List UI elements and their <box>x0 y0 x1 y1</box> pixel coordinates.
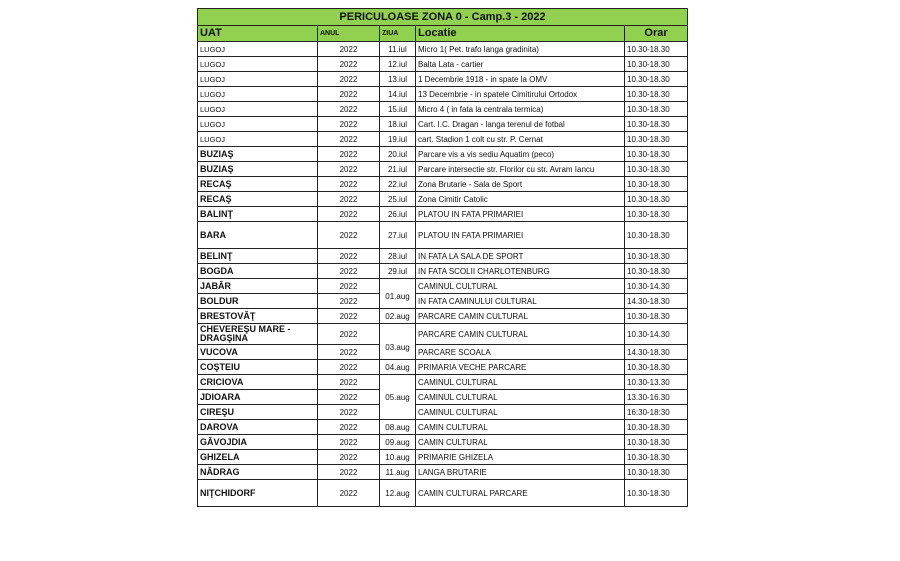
uat-cell: GĂVOJDIA <box>198 435 318 450</box>
table-row <box>198 102 688 117</box>
location-cell: Micro 1( Pet. trafo langa gradinita) <box>416 42 625 57</box>
table-row <box>198 177 688 192</box>
year-cell: 2022 <box>318 375 380 390</box>
schedule-cell: 10.30-14.30 <box>625 279 688 294</box>
schedule-cell: 10.30-18.30 <box>625 42 688 57</box>
day-cell: 04.aug <box>380 360 416 375</box>
location-cell: CAMINUL CULTURAL <box>416 405 625 420</box>
header-anul: ANUL <box>318 26 380 42</box>
day-cell: 12.iul <box>380 57 416 72</box>
table-row <box>198 435 688 450</box>
year-cell: 2022 <box>318 450 380 465</box>
table-row <box>198 345 688 360</box>
day-cell: 15.iul <box>380 102 416 117</box>
uat-cell: JABĂR <box>198 279 318 294</box>
day-cell: 27.iul <box>380 222 416 249</box>
schedule-cell: 10.30-18.30 <box>625 117 688 132</box>
schedule-cell: 10.30-18.30 <box>625 465 688 480</box>
year-cell: 2022 <box>318 324 380 345</box>
year-cell: 2022 <box>318 147 380 162</box>
day-cell: 29.iul <box>380 264 416 279</box>
schedule-cell: 10.30-18.30 <box>625 450 688 465</box>
uat-cell: BOLDUR <box>198 294 318 309</box>
year-cell: 2022 <box>318 465 380 480</box>
location-cell: IN FATA CAMINULUI CULTURAL <box>416 294 625 309</box>
day-cell <box>380 405 416 420</box>
schedule-cell: 10.30-18.30 <box>625 177 688 192</box>
day-cell: 26.iul <box>380 207 416 222</box>
day-cell <box>380 375 416 390</box>
uat-cell: LUGOJ <box>198 102 318 117</box>
uat-cell: BALINŢ <box>198 207 318 222</box>
location-cell: Micro 4 ( in fata la centrala termica) <box>416 102 625 117</box>
uat-cell: LUGOJ <box>198 132 318 147</box>
location-cell: 13 Decembrie - in spatele Cimitirului Ortodox <box>416 87 625 102</box>
day-cell: 19.iul <box>380 132 416 147</box>
location-cell: PARCARE CAMIN CULTURAL <box>416 324 625 345</box>
uat-cell: COŞTEIU <box>198 360 318 375</box>
location-cell: cart. Stadion 1 colt cu str. P. Cernat <box>416 132 625 147</box>
table-row <box>198 42 688 57</box>
uat-cell: BUZIAŞ <box>198 162 318 177</box>
schedule-cell: 10.30-18.30 <box>625 360 688 375</box>
schedule-table <box>197 8 688 507</box>
year-cell: 2022 <box>318 480 380 507</box>
uat-cell: CHEVEREŞU MARE - DRAGŞINA <box>198 324 318 345</box>
table-row <box>198 390 688 405</box>
table-row <box>198 249 688 264</box>
location-cell: PRIMARIE GHIZELA <box>416 450 625 465</box>
year-cell: 2022 <box>318 102 380 117</box>
year-cell: 2022 <box>318 279 380 294</box>
location-cell: CAMINUL CULTURAL <box>416 390 625 405</box>
schedule-cell: 10.30-18.30 <box>625 102 688 117</box>
uat-cell: RECAŞ <box>198 177 318 192</box>
schedule-cell: 16:30-18:30 <box>625 405 688 420</box>
table-row <box>198 375 688 390</box>
year-cell: 2022 <box>318 249 380 264</box>
schedule-cell: 13.30-16.30 <box>625 390 688 405</box>
day-cell: 25.iul <box>380 192 416 207</box>
year-cell: 2022 <box>318 294 380 309</box>
schedule-cell: 10.30-18.30 <box>625 57 688 72</box>
year-cell: 2022 <box>318 177 380 192</box>
schedule-cell: 10.30-18.30 <box>625 207 688 222</box>
schedule-cell: 10.30-18.30 <box>625 162 688 177</box>
uat-cell: BELINŢ <box>198 249 318 264</box>
uat-cell: LUGOJ <box>198 87 318 102</box>
table-row <box>198 450 688 465</box>
schedule-sheet <box>197 8 687 507</box>
table-row <box>198 309 688 324</box>
day-cell: 03.aug <box>380 331 416 352</box>
day-cell: 12.aug <box>380 480 416 507</box>
location-cell: Zona Cimitir Catolic <box>416 192 625 207</box>
year-cell: 2022 <box>318 207 380 222</box>
day-cell: 01.aug <box>380 286 416 301</box>
location-cell: IN FATA LA SALA DE SPORT <box>416 249 625 264</box>
table-row <box>198 222 688 249</box>
schedule-cell: 10.30-13.30 <box>625 375 688 390</box>
uat-cell: BOGDA <box>198 264 318 279</box>
schedule-cell: 10.30-18.30 <box>625 480 688 507</box>
day-cell: 28.iul <box>380 249 416 264</box>
day-cell: 22.iul <box>380 177 416 192</box>
table-row <box>198 147 688 162</box>
uat-cell: CRICIOVA <box>198 375 318 390</box>
year-cell: 2022 <box>318 117 380 132</box>
uat-cell: BARA <box>198 222 318 249</box>
table-row <box>198 324 688 345</box>
year-cell: 2022 <box>318 57 380 72</box>
year-cell: 2022 <box>318 345 380 360</box>
day-cell: 10.aug <box>380 450 416 465</box>
header-uat: UAT <box>198 26 318 42</box>
uat-cell: CIREŞU <box>198 405 318 420</box>
year-cell: 2022 <box>318 360 380 375</box>
location-cell: 1 Decembrie 1918 - in spate la OMV <box>416 72 625 87</box>
location-cell: PLATOU IN FATA PRIMARIEI <box>416 222 625 249</box>
location-cell: Parcare vis a vis sediu Aquatim (peco) <box>416 147 625 162</box>
uat-cell: LUGOJ <box>198 42 318 57</box>
uat-cell: LUGOJ <box>198 57 318 72</box>
schedule-cell: 10.30-18.30 <box>625 309 688 324</box>
year-cell: 2022 <box>318 192 380 207</box>
day-cell: 11.aug <box>380 465 416 480</box>
table-row <box>198 87 688 102</box>
table-row <box>198 294 688 309</box>
location-cell: PRIMARIA VECHE PARCARE <box>416 360 625 375</box>
year-cell: 2022 <box>318 72 380 87</box>
year-cell: 2022 <box>318 390 380 405</box>
schedule-cell: 10.30-18.30 <box>625 435 688 450</box>
uat-cell: LUGOJ <box>198 117 318 132</box>
location-cell: Parcare intersectie str. Florilor cu str. Avram Iancu <box>416 162 625 177</box>
header-orar: Orar <box>625 26 688 42</box>
table-row <box>198 279 688 294</box>
location-cell: CAMIN CULTURAL <box>416 435 625 450</box>
year-cell: 2022 <box>318 87 380 102</box>
schedule-cell: 10.30-18.30 <box>625 132 688 147</box>
schedule-cell: 10.30-18.30 <box>625 222 688 249</box>
day-cell: 21.iul <box>380 162 416 177</box>
year-cell: 2022 <box>318 222 380 249</box>
year-cell: 2022 <box>318 162 380 177</box>
header-ziua: ZIUA <box>380 26 416 42</box>
table-row <box>198 360 688 375</box>
header-row <box>198 26 688 42</box>
uat-cell: NIŢCHIDORF <box>198 480 318 507</box>
table-row <box>198 465 688 480</box>
uat-cell: RECAŞ <box>198 192 318 207</box>
uat-cell: LUGOJ <box>198 72 318 87</box>
location-cell: Balta Lata - cartier <box>416 57 625 72</box>
table-row <box>198 162 688 177</box>
table-row <box>198 57 688 72</box>
location-cell: CAMINUL CULTURAL <box>416 375 625 390</box>
schedule-cell: 10.30-18.30 <box>625 72 688 87</box>
day-cell: 14.iul <box>380 87 416 102</box>
year-cell: 2022 <box>318 435 380 450</box>
schedule-cell: 10.30-18.30 <box>625 249 688 264</box>
uat-cell: DAROVA <box>198 420 318 435</box>
schedule-cell: 14.30-18.30 <box>625 345 688 360</box>
uat-cell: VUCOVA <box>198 345 318 360</box>
table-row <box>198 72 688 87</box>
location-cell: IN FATA SCOLII CHARLOTENBURG <box>416 264 625 279</box>
schedule-cell: 10.30-18.30 <box>625 264 688 279</box>
table-row <box>198 405 688 420</box>
location-cell: CAMIN CULTURAL PARCARE <box>416 480 625 507</box>
table-row <box>198 420 688 435</box>
table-row <box>198 264 688 279</box>
uat-cell: GHIZELA <box>198 450 318 465</box>
schedule-cell: 10.30-14.30 <box>625 324 688 345</box>
schedule-cell: 10.30-18.30 <box>625 192 688 207</box>
year-cell: 2022 <box>318 405 380 420</box>
table-row <box>198 480 688 507</box>
location-cell: PARCARE CAMIN CULTURAL <box>416 309 625 324</box>
schedule-cell: 10.30-18.30 <box>625 420 688 435</box>
location-cell: CAMINUL CULTURAL <box>416 279 625 294</box>
year-cell: 2022 <box>318 264 380 279</box>
location-cell: CAMIN CULTURAL <box>416 420 625 435</box>
table-row <box>198 132 688 147</box>
uat-cell: NĂDRAG <box>198 465 318 480</box>
uat-cell: BRESTOVĂŢ <box>198 309 318 324</box>
table-row <box>198 117 688 132</box>
day-cell: 02.aug <box>380 309 416 324</box>
location-cell: PLATOU IN FATA PRIMARIEI <box>416 207 625 222</box>
uat-cell: BUZIAŞ <box>198 147 318 162</box>
day-cell: 11.iul <box>380 42 416 57</box>
schedule-cell: 10.30-18.30 <box>625 147 688 162</box>
location-cell: Cart. I.C. Dragan - langa terenul de fotbal <box>416 117 625 132</box>
year-cell: 2022 <box>318 132 380 147</box>
location-cell: Zona Brutarie - Sala de Sport <box>416 177 625 192</box>
header-locatie: Locatie <box>416 26 625 42</box>
day-cell: 13.iul <box>380 72 416 87</box>
year-cell: 2022 <box>318 42 380 57</box>
table-row <box>198 207 688 222</box>
day-cell: 18.iul <box>380 117 416 132</box>
table-title: PERICULOASE ZONA 0 - Camp.3 - 2022 <box>198 9 688 26</box>
day-cell: 20.iul <box>380 147 416 162</box>
uat-cell: JDIOARA <box>198 390 318 405</box>
table-row <box>198 192 688 207</box>
day-cell: 09.aug <box>380 435 416 450</box>
schedule-cell: 14.30-18.30 <box>625 294 688 309</box>
day-cell: 05.aug <box>380 390 416 405</box>
day-cell: 08.aug <box>380 420 416 435</box>
schedule-cell: 10.30-18.30 <box>625 87 688 102</box>
year-cell: 2022 <box>318 309 380 324</box>
location-cell: PARCARE SCOALA <box>416 345 625 360</box>
year-cell: 2022 <box>318 420 380 435</box>
location-cell: LANGA BRUTARIE <box>416 465 625 480</box>
